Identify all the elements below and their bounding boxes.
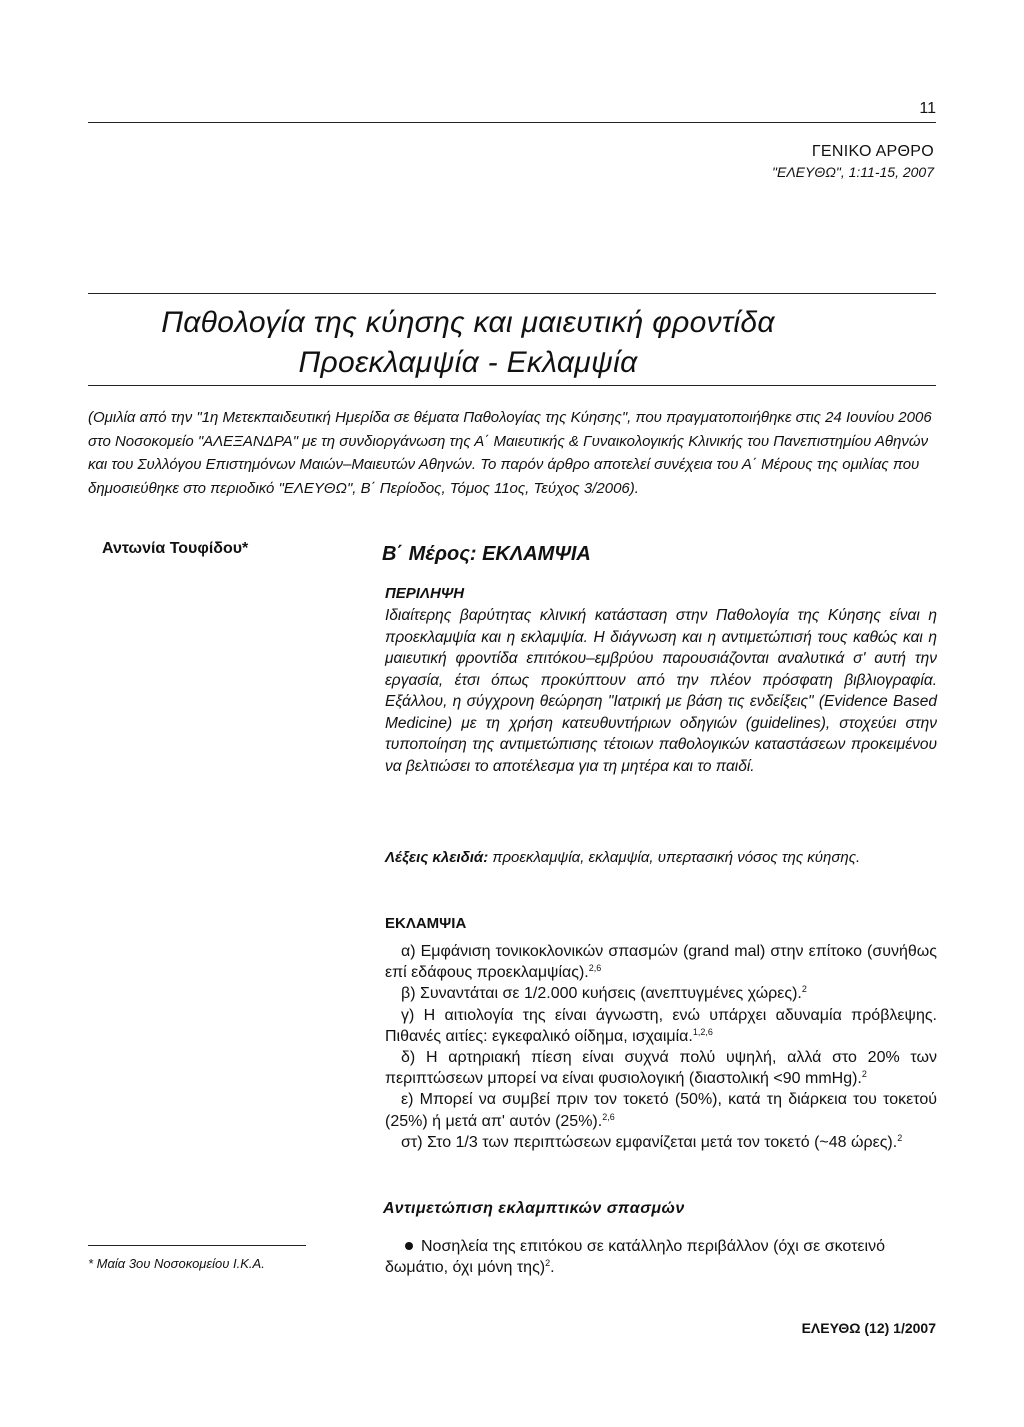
list-item-text: α) Εμφάνιση τονικοκλονικών σπασμών (grand mal) στην επίτοκο (συνήθως επί εδάφους προεκλαμψίας). xyxy=(385,943,937,982)
reference-sup: 2,6 xyxy=(588,963,602,974)
title-bottom-rule xyxy=(88,385,936,386)
list-item xyxy=(385,1005,937,1047)
keywords-label: Λέξεις κλειδιά: xyxy=(385,849,489,866)
reference-sup: 2 xyxy=(801,984,807,995)
bullet-icon xyxy=(405,1242,413,1250)
section-label: ΓΕΝΙΚΟ ΑΡΘΡΟ xyxy=(811,143,934,160)
reference-sup: 1,2,6 xyxy=(692,1026,713,1037)
journal-citation: "ΕΛΕΥΘΩ", 1:11-15, 2007 xyxy=(772,164,934,180)
list-item-text: γ) Η αιτιολογία της είναι άγνωστη, ενώ υπάρχει αδυναμία πρόβλεψης. Πιθανές αιτίες: εγκεφαλικό οίδημα, ισχαιμία. xyxy=(385,1006,937,1045)
list-item xyxy=(385,941,937,983)
management-bullet xyxy=(385,1236,937,1278)
page-number: 11 xyxy=(919,100,936,117)
reference-sup: 2,6 xyxy=(602,1111,615,1122)
author-name: Αντωνία Τουφίδου* xyxy=(102,540,249,557)
eclampsia-heading: ΕΚΛΑΜΨΙΑ xyxy=(385,915,467,932)
keywords xyxy=(385,849,945,866)
management-heading: Αντιμετώπιση εκλαμπτικών σπασμών xyxy=(383,1200,685,1217)
list-item-text: ε) Μπορεί να συμβεί πριν τον τοκετό (50%), κατά τη διάρκεια του τοκετού (25%) ή μετά απ' αυτόν (25%). xyxy=(385,1091,937,1130)
bullet-text: Νοσηλεία της επιτόκου σε κατάλληλο περιβάλλον (όχι σε σκοτεινό δωμάτιο, όχι μόνη της) xyxy=(385,1238,885,1276)
reference-sup: 2 xyxy=(897,1132,903,1143)
title-top-rule xyxy=(88,293,936,294)
eclampsia-list xyxy=(385,941,937,1153)
list-item-text: β) Συναντάται σε 1/2.000 κυήσεις (ανεπτυγμένες χώρες). xyxy=(401,985,802,1003)
list-item xyxy=(385,1047,937,1089)
list-item-text: δ) Η αρτηριακή πίεση είναι συχνά πολύ υψηλή, αλλά στο 20% των περιπτώσεων μπορεί να είναι φυσιολογική (διαστολική <90 mmHg). xyxy=(385,1049,937,1088)
header-rule xyxy=(88,122,936,123)
abstract-text: Ιδιαίτερης βαρύτητας κλινική κατάσταση στην Παθολογία της Κύησης είναι η προεκλαμψία και η εκλαμψία. Η διάγνωση και η αντιμετώπισή τους καθώς και η μαιευτική φροντίδα επιτόκου–εμβρύου παρουσιάζονται αναλυτικά σ' αυτή την εργασία, έτσι όπως προκύπτουν από την πλέον πρόσφατη βιβλιογραφία. Εξάλλου, η σύγχρονη θεώρηση "Ιατρική με βάση τις ενδείξεις" (Evidence Based Medicine) με τη χρήση κατευθυντήριων οδηγιών (guidelines), στοχεύει στην τυποποίηση της αντιμετώπισης τέτοιων παθολογικών καταστάσεων προκειμένου να βελτιώσει το αποτέλεσμα για τη μητέρα και το παιδί. xyxy=(385,607,937,775)
list-item xyxy=(385,983,937,1004)
footnote-rule xyxy=(88,1245,306,1246)
keywords-text: προεκλαμψία, εκλαμψία, υπερτασική νόσος της κύησης. xyxy=(488,849,861,866)
abstract-heading: ΠΕΡΙΛΗΨΗ xyxy=(385,585,465,602)
list-item xyxy=(385,1089,937,1131)
list-item xyxy=(385,1132,937,1153)
intro-paragraph: (Ομιλία από την "1η Μετεκπαιδευτική Ημερίδα σε θέματα Παθολογίας της Κύησης", που πραγματοποιήθηκε στις 24 Ιουνίου 2006 στο Νοσοκομείο "ΑΛΕΞΑΝΔΡΑ" με τη συνδιοργάνωση της Α΄ Μαιευτικής & Γυναικολογικής Κλινικής του Πανεπιστημίου Αθηνών και του Συλλόγου Επιστημόνων Μαιών–Μαιευτών Αθηνών. Το παρόν άρθρο αποτελεί συνέχεια του Α΄ Μέρους της ομιλίας που δημοσιεύθηκε στο περιοδικό "ΕΛΕΥΘΩ", Β΄ Περίοδος, Τόμος 11ος, Τεύχος 3/2006). xyxy=(88,409,932,497)
footer-journal-ref: ΕΛΕΥΘΩ (12) 1/2007 xyxy=(801,1320,936,1336)
article-title-line-1: Παθολογία της κύησης και μαιευτική φροντίδα xyxy=(161,306,775,339)
reference-sup: 2 xyxy=(861,1069,867,1080)
reference-sup: 2 xyxy=(545,1258,551,1268)
part-heading: Β΄ Μέρος: ΕΚΛΑΜΨΙΑ xyxy=(382,543,591,565)
bullet-end: . xyxy=(550,1259,555,1276)
list-item-text: στ) Στο 1/3 των περιπτώσεων εμφανίζεται μετά τον τοκετό (~48 ώρες). xyxy=(401,1133,898,1151)
footnote: * Μαία 3ου Νοσοκομείου Ι.Κ.Α. xyxy=(88,1256,265,1271)
article-title-line-2: Προεκλαμψία - Εκλαμψία xyxy=(298,346,638,379)
